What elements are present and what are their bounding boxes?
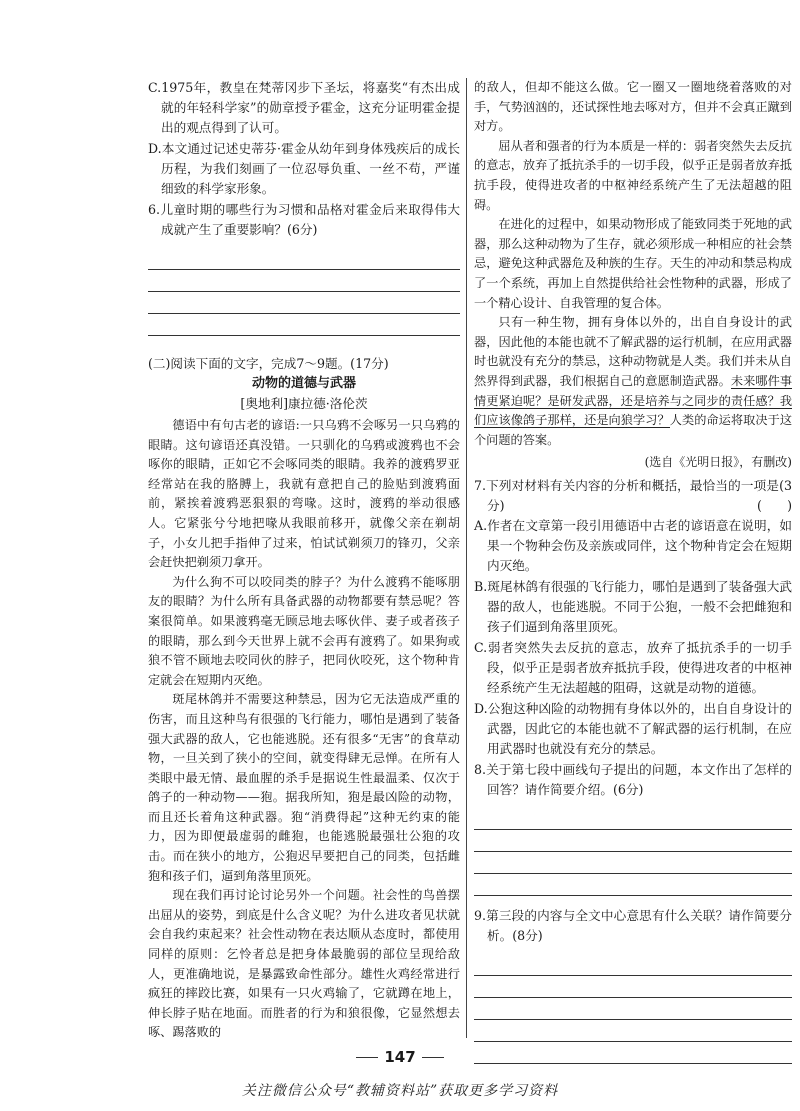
q5-option-d: D.本文通过记述史蒂芬·霍金从幼年到身体残疾后的成长历程，为我们刻画了一位忍辱负重、一丝不苟，严谨细致的科学家形象。 [148, 141, 460, 196]
q7-stem: 7.下列对材料有关内容的分析和概括，最恰当的一项是(3分) [474, 478, 792, 514]
article-paragraph-3: 斑尾林鸽并不需要这种禁忌，因为它无法造成严重的伤害，而且这种鸟有很强的飞行能力，哪怕是遇到了装备强大武器的敌人，它也能逃脱。还有很多“无害”的食草动物，一旦关到了狭小的空间，就变得肆无忌惮。在所有人类眼中最无情、最血腥的杀手是据说生性最温柔、仅次于鸽子的一种动物——狍。据我所知，狍是最凶险的动物，而且还长着角这种武器。狍“消费得起”这种无约束的能力，因为即便最虚弱的雌狍，也能逃脱最强壮公狍的攻击。而在狭小的地方，公狍迟早要把自己的同类，包括雌狍和孩子们，逼到角落里顶死。 [148, 692, 460, 883]
page-number [0, 1048, 800, 1066]
question-7 [474, 476, 792, 516]
article-paragraph-6: 在进化的过程中，如果动物形成了能致同类于死地的武器，那么这种动物为了生存，就必须形成一种相应的社会禁忌，避免这种武器危及种族的生存。天生的冲动和禁忌构成了一个系统，再加上自然提供给社会性物种的武器，形成了一个精心设计、自我管理的复合体。 [474, 217, 792, 310]
right-column [474, 78, 792, 1064]
article-author: [奥地利]康拉德·洛伦茨 [240, 396, 368, 411]
q7-option-a: A.作者在文章第一段引用德语中古老的谚语意在说明，如果一个物种会伤及亲族或同伴，这个物种肯定会在短期内灭绝。 [474, 518, 792, 574]
answer-line [474, 852, 792, 874]
q7-option-d: D.公狍这种凶险的动物拥有身体以外的，出自自身设计的武器，因此它的本能也就不了解武器的运行机制，在应用武器时也就没有充分的禁忌。 [474, 701, 792, 757]
answer-line [474, 830, 792, 852]
article-paragraph-4-cont: 的敌人，但却不能这么做。它一圈又一圈地绕着落败的对手，气势汹汹的，还试探性地去啄对方，但并不会真正蹴到对方。 [474, 80, 792, 134]
section-heading: (二)阅读下面的文字，完成7～9题。(17分) [148, 356, 389, 371]
article-paragraph-4: 现在我们再讨论讨论另外一个问题。社会性的鸟兽摆出屈从的姿势，到底是什么含义呢？为什么进攻者见状就会自我约束起来？社会性动物在表达顺从态度时，都使用同样的原则：乞怜者总是把身体最脆弱的部位呈现给敌人，更准确地说，是暴露致命性部分。雄性火鸡经常进行疯狂的摔跤比赛，如果有一只火鸡输了，它就蹲在地上，伸长脖子贴在地面。而胜者的行为和狼很像，它显然想去啄、踢落败的 [148, 888, 460, 1040]
q7-option-c: C.弱者突然失去反抗的意志，放弃了抵抗杀手的一切手段，似乎正是弱者放弃抵抗手段，使得进攻者的中枢神经系统产生无法超越的阻碍，这就是动物的道德。 [474, 640, 792, 696]
page-number-dash-right [422, 1057, 444, 1058]
column-divider [466, 78, 467, 1038]
question-9: 9.第三段的内容与全文中心意思有什么关联？请作简要分析。(8分) [474, 908, 792, 944]
answer-line [474, 954, 792, 976]
article-source: (选自《光明日报》，有删改) [644, 455, 792, 470]
answer-line [474, 808, 792, 830]
answer-line [474, 874, 792, 896]
answer-lines-q8 [474, 808, 792, 896]
article-paragraph-2: 为什么狗不可以咬同类的脖子？为什么渡鸦不能啄朋友的眼睛？为什么所有具备武器的动物都要有禁忌呢？答案很简单。如果渡鸦毫无顾忌地去啄伙伴、妻子或者孩子的眼睛，那么到今天世界上就不会再有渡鸦了。如果狗或狼不管不顾地去咬同伙的脖子，把同伙咬死，这个物种肯定就会在短期内灭绝。 [148, 574, 460, 687]
q7-option-b: B.斑尾林鸽有很强的飞行能力，哪怕是遇到了装备强大武器的敌人，也能逃脱。不同于公狍，一般不会把雌狍和孩子们逼到角落里顶死。 [474, 579, 792, 635]
q7-answer-paren[interactable]: ( ) [756, 498, 792, 514]
article-title: 动物的道德与武器 [251, 376, 356, 391]
question-6: 6.儿童时期的哪些行为习惯和品格对霍金后来取得伟大成就产生了重要影响？(6分) [148, 202, 460, 237]
underlined-question-2: 我们应该像鸽子那样，还是向狼学习？ [474, 393, 792, 428]
paragraph-7-end: 人类的命运将取决于这个问题的答案。 [474, 413, 793, 447]
paragraph-7-text: 只有一种生物，拥有身体以外的，出自自身设计的武器，因此他的本能也就不了解武器的运行机制，在应用武器时也就没有充分的禁忌，这种动物就是人类。我们并未从自然界得到武器，我们根据自己的意愿制造武器。 [474, 315, 792, 388]
page-number-text: 147 [384, 1048, 416, 1066]
answer-line [474, 998, 792, 1020]
footer-watermark: 关注微信公众号“教辅资料站”获取更多学习资料 [241, 1083, 559, 1099]
underlined-question-1: 未来哪件事情更紧迫呢？是研发武器，还是培养与之同步的责任感？ [474, 373, 793, 408]
q5-option-c: C.1975年，教皇在梵蒂冈步下圣坛，将嘉奖“有杰出成就的年轻科学家”的勋章授予霍金，这充分证明霍金提出的观点得到了认可。 [148, 80, 460, 135]
answer-line [148, 270, 460, 292]
answer-lines-q6 [148, 248, 460, 336]
page-number-dash-left [356, 1057, 378, 1058]
answer-line [474, 976, 792, 998]
article-paragraph-1: 德语中有句古老的谚语:一只乌鸦不会啄另一只乌鸦的眼睛。这句谚语还真没错。一只驯化的乌鸦或渡鸦也不会啄你的眼睛，正如它不会啄同类的眼睛。我养的渡鸦罗亚经常站在我的胳膊上，我就有意把自己的脸贴到渡鸦面前，紧挨着渡鸦恶狠狠的弯喙。这时，渡鸦的举动很感人。它紧张兮兮地把喙从我眼前移开，就像父亲在剃胡子，小女儿把手指伸了过来，怕试试剃须刀的锋刃，父亲会赶快把剃须刀拿开。 [148, 418, 460, 570]
answer-line [148, 292, 460, 314]
left-column [148, 78, 460, 1043]
answer-line [148, 314, 460, 336]
answer-line [474, 1020, 792, 1042]
article-paragraph-7 [474, 313, 792, 450]
question-8: 8.关于第七段中画线句子提出的问题，本文作出了怎样的回答？请作简要介绍。(6分) [474, 762, 792, 798]
article-paragraph-5: 屈从者和强者的行为本质是一样的：弱者突然失去反抗的意志，放弃了抵抗杀手的一切手段，似乎正是弱者放弃抵抗手段，使得进攻者的中枢神经系统产生了无法超越的阻碍。 [474, 138, 792, 212]
answer-line [148, 248, 460, 270]
